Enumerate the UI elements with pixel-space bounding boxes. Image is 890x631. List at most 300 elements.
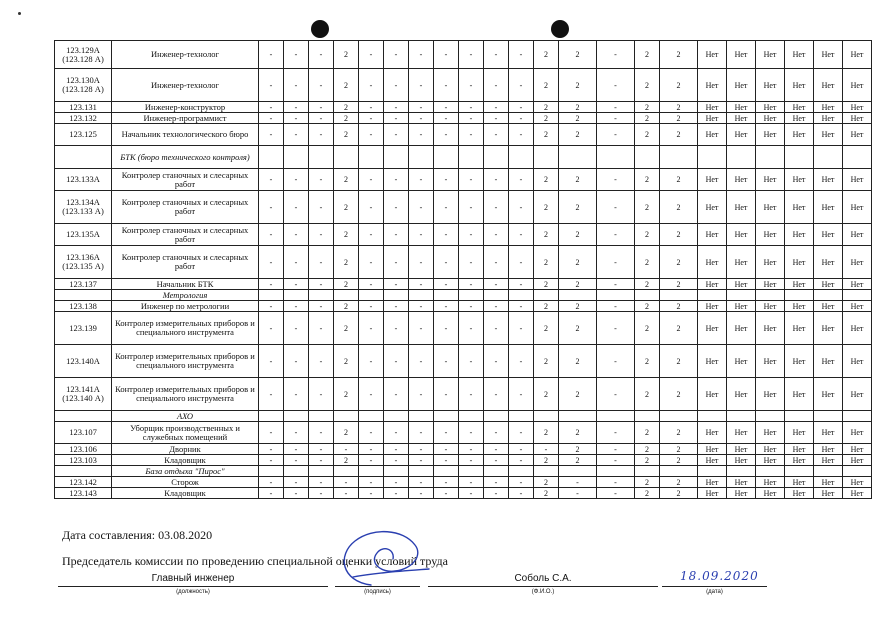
value-cell: - [559,477,597,488]
value-cell [785,290,814,301]
value-cell: Нет [785,378,814,411]
value-cell: - [309,102,334,113]
value-cell: 2 [635,488,660,499]
value-cell: 2 [635,41,660,69]
row-code: 123.134А (123.133 А) [55,191,112,224]
value-cell: - [459,488,484,499]
position-name: Инженер-конструктор [112,102,259,113]
row-code: 123.130А (123.128 А) [55,69,112,102]
fio-caption: (Ф.И.О.) [531,589,555,595]
value-cell [698,290,727,301]
scan-speck [18,12,21,15]
value-cell [359,290,384,301]
value-cell: Нет [843,312,872,345]
value-cell [384,466,409,477]
value-cell: Нет [814,246,843,279]
table-row [55,345,872,378]
value-cell [284,411,309,422]
value-cell: 2 [660,345,698,378]
value-cell: Нет [698,102,727,113]
value-cell: Нет [698,191,727,224]
value-cell: Нет [785,279,814,290]
value-cell: - [384,279,409,290]
value-cell: - [309,488,334,499]
value-cell: - [434,169,459,191]
value-cell: 2 [635,191,660,224]
value-cell: Нет [785,301,814,312]
value-cell: - [359,191,384,224]
value-cell: Нет [843,455,872,466]
value-cell: - [309,224,334,246]
value-cell: - [409,279,434,290]
value-cell: 2 [660,41,698,69]
value-cell: Нет [785,488,814,499]
table-row [55,301,872,312]
value-cell: - [384,102,409,113]
value-cell [534,290,559,301]
value-cell [484,146,509,169]
value-cell: - [384,113,409,124]
value-cell: - [409,191,434,224]
value-cell: 2 [534,69,559,102]
value-cell: - [259,41,284,69]
value-cell: Нет [727,41,756,69]
value-cell: - [309,124,334,146]
row-code: 123.136А (123.135 А) [55,246,112,279]
value-cell: - [309,477,334,488]
value-cell: 2 [334,378,359,411]
value-cell: 2 [334,422,359,444]
value-cell: - [409,69,434,102]
value-cell: Нет [843,191,872,224]
value-cell: Нет [814,124,843,146]
table-row [55,69,872,102]
value-cell [559,411,597,422]
value-cell: - [484,191,509,224]
value-cell: - [284,488,309,499]
value-cell [409,146,434,169]
value-cell: - [484,113,509,124]
value-cell: - [597,312,635,345]
value-cell: Нет [698,444,727,455]
value-cell: Нет [814,378,843,411]
value-cell: - [484,312,509,345]
value-cell: 2 [635,279,660,290]
value-cell: - [559,488,597,499]
value-cell: Нет [756,455,785,466]
fio-value: Соболь С.А. [514,573,572,584]
value-cell: - [384,69,409,102]
value-cell: Нет [727,191,756,224]
value-cell: - [484,102,509,113]
value-cell [559,146,597,169]
position-name: Контролер станочных и слесарных работ [112,246,259,279]
value-cell: Нет [785,224,814,246]
value-cell: - [459,422,484,444]
value-cell: - [597,124,635,146]
value-cell [814,411,843,422]
value-cell: 2 [559,378,597,411]
value-cell: 2 [334,301,359,312]
value-cell: Нет [785,444,814,455]
position-value: Главный инженер [151,573,235,584]
value-cell: 2 [559,301,597,312]
value-cell: 2 [334,345,359,378]
value-cell: 2 [660,422,698,444]
value-cell: Нет [756,191,785,224]
table-row [55,224,872,246]
value-cell: - [259,224,284,246]
value-cell: 2 [559,41,597,69]
value-cell: - [284,191,309,224]
value-cell: - [484,378,509,411]
value-cell: - [484,41,509,69]
value-cell: - [309,246,334,279]
value-cell: Нет [698,41,727,69]
value-cell: 2 [559,444,597,455]
table-row [55,191,872,224]
value-cell [384,290,409,301]
value-cell [814,146,843,169]
value-cell [814,290,843,301]
table-row [55,455,872,466]
value-cell: - [384,345,409,378]
value-cell: 2 [635,246,660,279]
value-cell: - [597,113,635,124]
value-cell: Нет [785,246,814,279]
value-cell: Нет [727,455,756,466]
value-cell: Нет [727,224,756,246]
value-cell [359,411,384,422]
value-cell: - [484,422,509,444]
value-cell: Нет [814,455,843,466]
value-cell: - [597,477,635,488]
value-cell: - [484,488,509,499]
value-cell: Нет [785,312,814,345]
table-row [55,41,872,69]
value-cell: Нет [814,345,843,378]
value-cell: Нет [843,169,872,191]
value-cell: Нет [843,422,872,444]
section-title: База отдыха "Пирос" [112,466,259,477]
value-cell: 2 [559,455,597,466]
value-cell: 2 [334,191,359,224]
value-cell [727,146,756,169]
value-cell: - [434,312,459,345]
value-cell: - [284,345,309,378]
value-cell: - [309,41,334,69]
table-row [55,477,872,488]
value-cell: - [484,301,509,312]
value-cell [459,411,484,422]
section-row [55,146,872,169]
position-name: Сторож [112,477,259,488]
value-cell: 2 [635,312,660,345]
value-cell: - [597,488,635,499]
value-cell: - [597,422,635,444]
value-cell: 2 [660,444,698,455]
value-cell [559,466,597,477]
value-cell: - [359,113,384,124]
row-code: 123.132 [55,113,112,124]
table-row [55,444,872,455]
value-cell: - [434,422,459,444]
value-cell: 2 [559,246,597,279]
value-cell: - [259,345,284,378]
row-code [55,290,112,301]
value-cell [534,466,559,477]
value-cell: - [384,191,409,224]
value-cell: - [409,488,434,499]
value-cell: - [284,455,309,466]
value-cell: Нет [843,477,872,488]
value-cell: - [259,69,284,102]
value-cell: - [259,422,284,444]
value-cell: - [509,488,534,499]
value-cell: 2 [635,378,660,411]
section-title: АХО [112,411,259,422]
value-cell: - [597,378,635,411]
value-cell: 2 [559,422,597,444]
position-caption: (должность) [176,589,210,595]
value-cell: 2 [559,69,597,102]
value-cell: - [384,378,409,411]
value-cell: Нет [756,422,785,444]
value-cell: Нет [814,102,843,113]
value-cell: - [309,378,334,411]
value-cell: - [384,488,409,499]
value-cell: Нет [785,113,814,124]
position-name: Контролер измерительных приборов и специального инструмента [112,345,259,378]
value-cell: 2 [635,124,660,146]
value-cell: 2 [534,102,559,113]
value-cell: - [384,422,409,444]
value-cell: Нет [843,224,872,246]
value-cell: Нет [814,488,843,499]
position-name: Контролер станочных и слесарных работ [112,191,259,224]
value-cell [309,466,334,477]
value-cell: - [409,113,434,124]
value-cell: 2 [660,102,698,113]
value-cell: Нет [785,191,814,224]
value-cell: Нет [814,477,843,488]
value-cell: Нет [698,488,727,499]
value-cell: Нет [727,312,756,345]
value-cell: - [284,422,309,444]
value-cell: - [434,69,459,102]
value-cell [259,290,284,301]
value-cell: 2 [559,113,597,124]
punch-hole-right [551,20,569,38]
value-cell: - [334,488,359,499]
value-cell: 2 [534,345,559,378]
value-cell: - [509,224,534,246]
value-cell: - [597,169,635,191]
value-cell: - [434,246,459,279]
value-cell: - [597,279,635,290]
value-cell: - [409,102,434,113]
value-cell: Нет [727,488,756,499]
value-cell: 2 [660,191,698,224]
value-cell: - [359,279,384,290]
value-cell: - [484,477,509,488]
value-cell: - [509,102,534,113]
value-cell: - [359,444,384,455]
value-cell: - [484,246,509,279]
date-underline [662,586,767,587]
value-cell: - [359,477,384,488]
row-code: 123.143 [55,488,112,499]
value-cell: Нет [814,191,843,224]
value-cell: - [459,312,484,345]
value-cell: 2 [334,69,359,102]
value-cell: - [359,312,384,345]
table-row [55,169,872,191]
value-cell [597,146,635,169]
value-cell: Нет [698,124,727,146]
value-cell: - [509,312,534,345]
row-code: 123.142 [55,477,112,488]
value-cell: Нет [814,301,843,312]
value-cell: 2 [635,455,660,466]
value-cell: Нет [698,113,727,124]
value-cell [484,290,509,301]
value-cell: Нет [727,345,756,378]
position-name: Инженер-программист [112,113,259,124]
value-cell: - [459,113,484,124]
position-name: Инженер-технолог [112,69,259,102]
value-cell: - [409,124,434,146]
value-cell [597,411,635,422]
value-cell [534,411,559,422]
value-cell: - [434,113,459,124]
row-code: 123.106 [55,444,112,455]
value-cell: 2 [334,246,359,279]
value-cell: 2 [660,312,698,345]
value-cell [660,290,698,301]
value-cell: Нет [727,477,756,488]
value-cell: 2 [559,124,597,146]
value-cell: Нет [698,455,727,466]
value-cell: 2 [534,488,559,499]
position-name: Кладовщик [112,455,259,466]
value-cell: - [597,191,635,224]
punch-hole-left [311,20,329,38]
value-cell: - [459,444,484,455]
value-cell: - [509,246,534,279]
row-code: 123.107 [55,422,112,444]
value-cell: - [309,301,334,312]
value-cell: - [509,69,534,102]
value-cell: Нет [814,69,843,102]
value-cell: Нет [785,102,814,113]
value-cell: Нет [698,477,727,488]
value-cell: Нет [756,102,785,113]
value-cell: - [259,301,284,312]
value-cell: 2 [559,312,597,345]
value-cell: Нет [814,41,843,69]
value-cell: Нет [727,113,756,124]
value-cell: - [434,102,459,113]
value-cell: - [384,301,409,312]
value-cell: - [359,246,384,279]
position-name: Начальник технологического бюро [112,124,259,146]
value-cell: - [409,345,434,378]
value-cell [635,146,660,169]
value-cell: - [359,378,384,411]
value-cell: - [284,102,309,113]
value-cell [843,146,872,169]
value-cell: - [259,113,284,124]
value-cell: - [484,444,509,455]
value-cell [785,466,814,477]
value-cell: Нет [814,169,843,191]
value-cell [597,290,635,301]
value-cell [334,466,359,477]
value-cell: - [259,488,284,499]
value-cell: Нет [727,301,756,312]
value-cell: - [284,378,309,411]
value-cell: - [459,102,484,113]
value-cell [309,411,334,422]
value-cell [597,466,635,477]
row-code: 123.135А [55,224,112,246]
value-cell: - [409,301,434,312]
value-cell: - [434,301,459,312]
value-cell: - [359,301,384,312]
value-cell: Нет [727,246,756,279]
chairman-line: Председатель комиссии по проведению специальной оценки условий труда [62,554,448,568]
value-cell [359,146,384,169]
value-cell [698,466,727,477]
value-cell: - [409,224,434,246]
row-code: 123.129А (123.128 А) [55,41,112,69]
value-cell: 2 [660,246,698,279]
value-cell: Нет [698,224,727,246]
fio-underline [428,586,658,587]
value-cell: - [459,345,484,378]
value-cell: - [409,455,434,466]
value-cell: - [409,444,434,455]
value-cell: - [384,169,409,191]
value-cell: - [597,41,635,69]
value-cell: - [359,169,384,191]
value-cell [334,146,359,169]
value-cell: Нет [756,477,785,488]
value-cell: Нет [756,345,785,378]
value-cell: - [259,477,284,488]
value-cell: - [309,191,334,224]
value-cell: 2 [660,455,698,466]
value-cell [334,411,359,422]
row-code: 123.139 [55,312,112,345]
value-cell: - [259,378,284,411]
value-cell: Нет [843,444,872,455]
value-cell: Нет [727,169,756,191]
value-cell: - [259,444,284,455]
position-name: Контролер станочных и слесарных работ [112,224,259,246]
value-cell: Нет [698,301,727,312]
value-cell [785,146,814,169]
value-cell: Нет [698,312,727,345]
value-cell [814,466,843,477]
value-cell: - [509,477,534,488]
value-cell: 2 [635,169,660,191]
value-cell: - [434,191,459,224]
row-code: 123.103 [55,455,112,466]
value-cell [309,290,334,301]
value-cell [259,146,284,169]
